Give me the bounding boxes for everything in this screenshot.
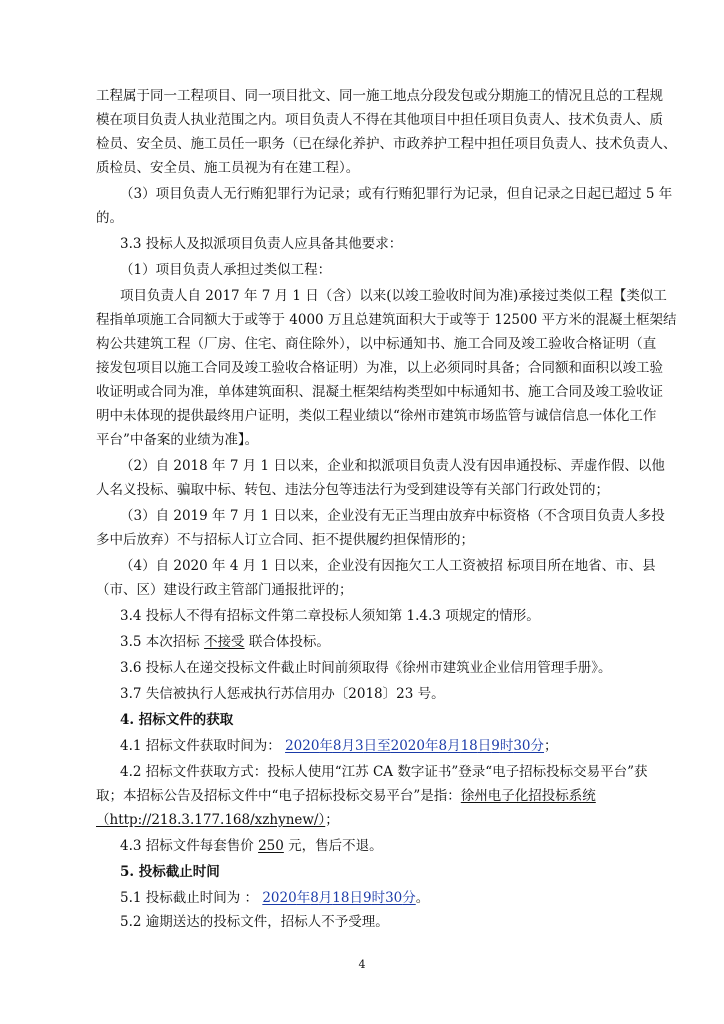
section-heading: 5. 投标截止时间 [120,864,220,880]
end-month: 8 [438,738,448,754]
paragraph-line: （1）项目负责人承担过类似工程： [120,262,332,278]
end-minute: 30 [513,738,531,754]
paragraph-line: 取；本招标公告及招标文件中“电子招标投标交易平台”是指：徐州电子化招投标系统 [96,788,596,804]
paragraph-line: 多中后放弃）不与招标人订立合同、拒不提供履约担保情形的； [96,532,474,548]
paragraph-line: 的。 [96,210,123,226]
paragraph-line: 人名义投标、骗取中标、转包、违法分包等违法行为受到建设等有关部门行政处罚的； [96,482,609,498]
paragraph-line: （市、区）建设行政主管部门通报批评的； [96,582,353,598]
paragraph-line: 3.4 投标人不得有招标文件第二章投标人须知第 1.4.3 项规定的情形。 [120,608,540,624]
platform-url[interactable]: （http://218.3.177.168/xzhynew/） [96,812,326,828]
paragraph-line: 接发包项目以施工合同及竣工验收合格证明）为准，以上必须同时具备；合同额和面积以竣工验 [96,360,663,376]
paragraph-line: 3.6 投标人在递交投标文件截止时间前须取得《徐州市建筑业企业信用管理手册》。 [120,660,612,676]
start-day: 3 [355,738,364,754]
paragraph-line: 3.7 失信被执行人惩戒执行苏信用办〔2018〕23 号。 [120,686,445,702]
paragraph-line: 4.2 招标文件获取方式：投标人使用“江苏 CA 数字证书”登录“电子招标投标交易平台”获 [120,764,648,780]
paragraph-line: 3.5 本次招标 不接受 联合体投标。 [120,634,330,650]
section-heading: 3.3 投标人及拟派项目负责人应具备其他要求： [120,236,403,252]
page-number: 4 [358,958,366,971]
paragraph-line: 程指单项施工合同额大于或等于 4000 万且总建筑面积大于或等于 12500 平方米的混凝土框架结 [96,312,677,328]
paragraph-line: （3）项目负责人无行贿犯罪行为记录；或有行贿犯罪行为记录，但自记录之日起已超过 5 年 [120,186,673,202]
deadline-month: 8 [310,890,319,906]
end-hour: 9 [491,738,500,754]
deadline-year: 2020 [262,890,297,906]
end-day: 18 [460,738,478,754]
paragraph-line: （2）自 2018 年 7 月 1 日以来，企业和拟派项目负责人没有因串通投标、弄虚作假、以他 [120,458,665,474]
obtain-time-line: 4.1 招标文件获取时间为： 2020年8月3日至2020年8月18日9时30分； [120,738,558,754]
paragraph-line: （3）自 2019 年 7 月 1 日以来，企业没有无正当理由放弃中标资格（不含项目负责人多投 [120,508,665,524]
consortium-field: 不接受 [204,634,245,650]
platform-name: 徐州电子化招投标系统 [460,788,596,804]
deadline-line: 5.1 投标截止时间为 ： 2020年8月18日9时30分。 [120,890,430,906]
deadline-minute: 30 [385,890,403,906]
paragraph-line: 平台”中备案的业绩为准】。 [96,432,259,448]
section-heading: 4. 招标文件的获取 [120,712,234,728]
deadline-day: 18 [332,890,350,906]
end-year: 2020 [390,738,425,754]
paragraph-line: 明中未体现的提供最终用户证明，类似工程业绩以“徐州市建筑市场监管与诚信信息一体化工作 [96,408,657,424]
paragraph-line: （4）自 2020 年 4 月 1 日以来，企业没有因拖欠工人工资被招 标项目所在地省、市、县 [120,558,656,574]
paragraph-line: 模在项目负责人执业范围之内。项目负责人不得在其他项目中担任项目负责人、技术负责人、质 [96,112,663,128]
paragraph-line: 5.2 逾期送达的投标文件，招标人不予受理。 [120,914,389,930]
price-field: 250 [258,838,284,854]
start-year: 2020 [285,738,320,754]
paragraph-line: 质检员、安全员、施工员视为有在建工程）。 [96,160,360,176]
paragraph-line: 检员、安全员、施工员任一职务（已在绿化养护、市政养护工程中担任项目负责人、技术负责人、 [96,136,677,152]
paragraph-line: 构公共建筑工程（厂房、住宅、商住除外），以中标通知书、施工合同及竣工验收合格证明（直 [96,336,657,352]
deadline-hour: 9 [362,890,372,906]
paragraph-line: （http://218.3.177.168/xzhynew/）； [96,812,339,828]
paragraph-line: 工程属于同一工程项目、同一项目批文、同一施工地点分段发包或分期施工的情况且总的工程规 [96,88,663,104]
paragraph-line: 收证明或合同为准，单体建筑面积、混凝土框架结构类型如中标通知书、施工合同及竣工验收证 [96,384,663,400]
paragraph-line: 4.3 招标文件每套售价 250 元，售后不退。 [120,838,383,854]
paragraph-line: 项目负责人自 2017 年 7 月 1 日（含）以来(以竣工验收时间为准)承接过类似工程【类似工 [120,288,667,304]
start-month: 8 [332,738,342,754]
